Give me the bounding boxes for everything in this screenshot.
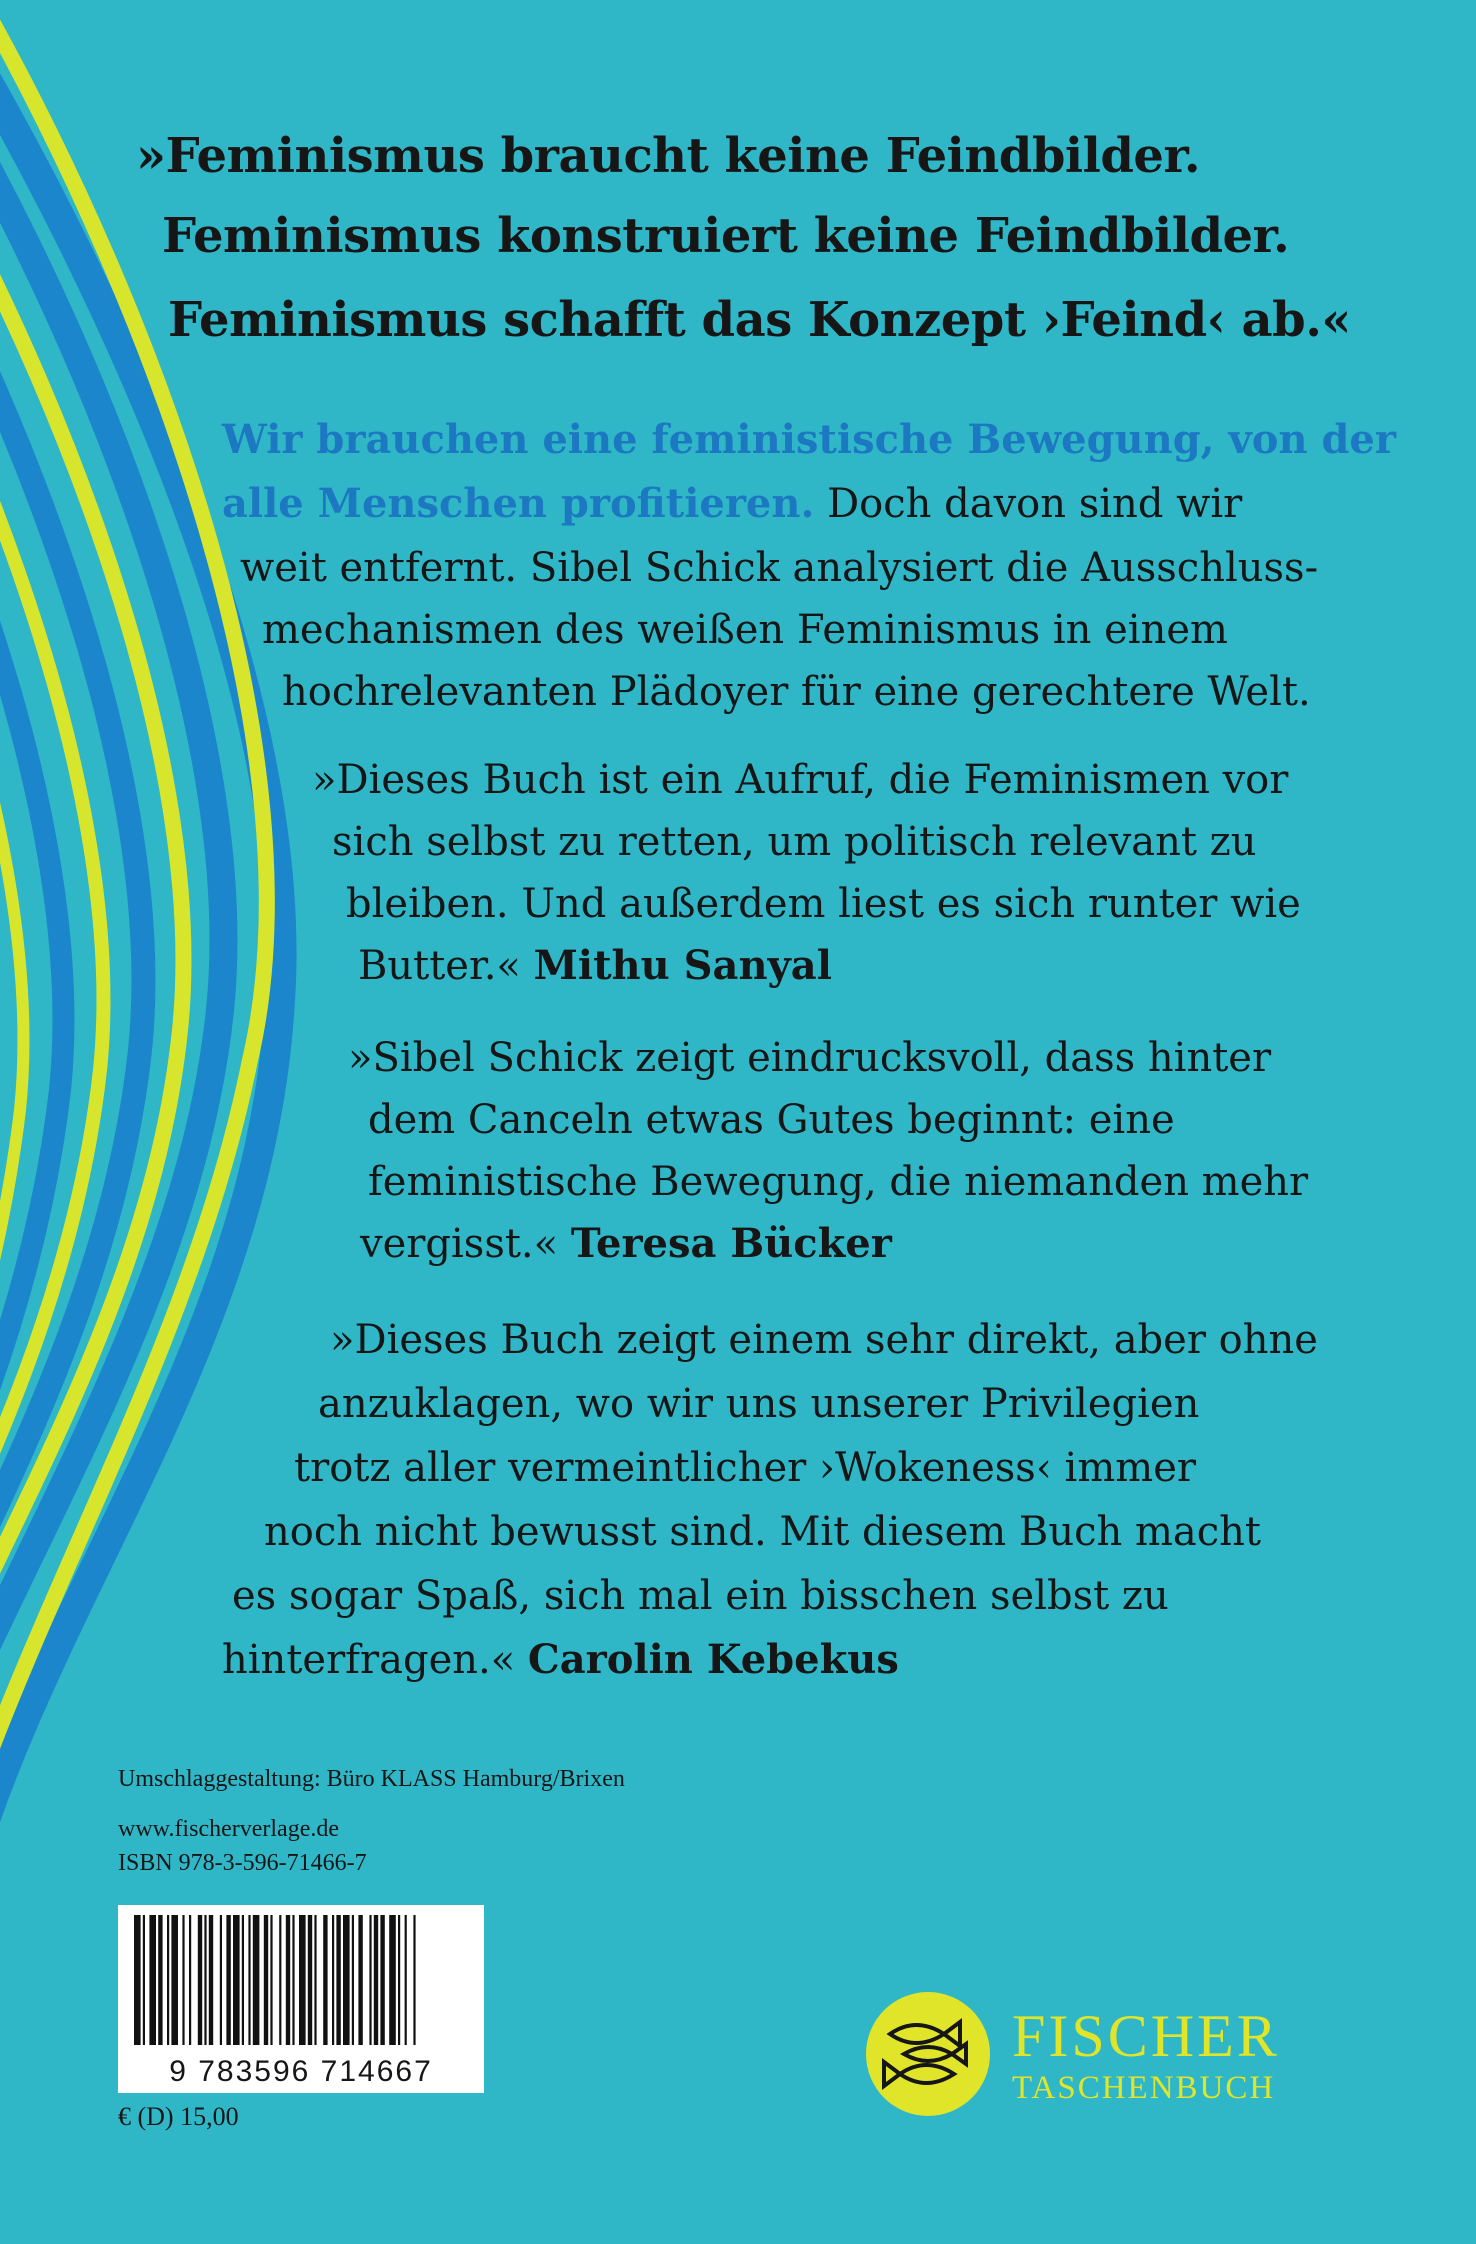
barcode-bars: [118, 1905, 484, 2055]
cover-design-credit: Umschlaggestaltung: Büro KLASS Hamburg/Brixen: [118, 1766, 625, 1792]
barcode: [118, 1905, 484, 2093]
publisher-website: www.fischerverlage.de: [118, 1816, 340, 1842]
tagline-line-3: Feminismus schafft das Konzept ›Feind‹ ab.«: [168, 292, 1351, 348]
publisher-imprint: TASCHENBUCH: [1012, 2070, 1276, 2106]
tagline-line-2: Feminismus konstruiert keine Feindbilder.: [162, 208, 1290, 264]
intro-line-5: hochrelevanten Plädoyer für eine gerechtere Welt.: [282, 669, 1311, 715]
quote-author: Carolin Kebekus: [527, 1636, 899, 1683]
intro-line-4: mechanismen des weißen Feminismus in einem: [262, 607, 1228, 653]
publisher-name: FISCHER: [1012, 2003, 1280, 2069]
fish-seal-icon: [864, 1990, 992, 2118]
intro-highlight-line-1: Wir brauchen eine feministische Bewegung, von der: [222, 416, 1396, 463]
quote-author: Mithu Sanyal: [533, 942, 832, 989]
tagline-line-1: »Feminismus braucht keine Feindbilder.: [136, 128, 1201, 184]
price: € (D) 15,00: [118, 2102, 239, 2131]
isbn: ISBN 978-3-596-71466-7: [118, 1850, 367, 1876]
intro-line-3: weit entfernt. Sibel Schick analysiert die Ausschluss-: [240, 545, 1319, 591]
quote-author: Teresa Bücker: [570, 1220, 892, 1267]
intro-line-2: alle Menschen profitieren. Doch davon sind wir: [222, 480, 1243, 527]
barcode-digits: 9 783596 714667: [169, 2055, 433, 2088]
